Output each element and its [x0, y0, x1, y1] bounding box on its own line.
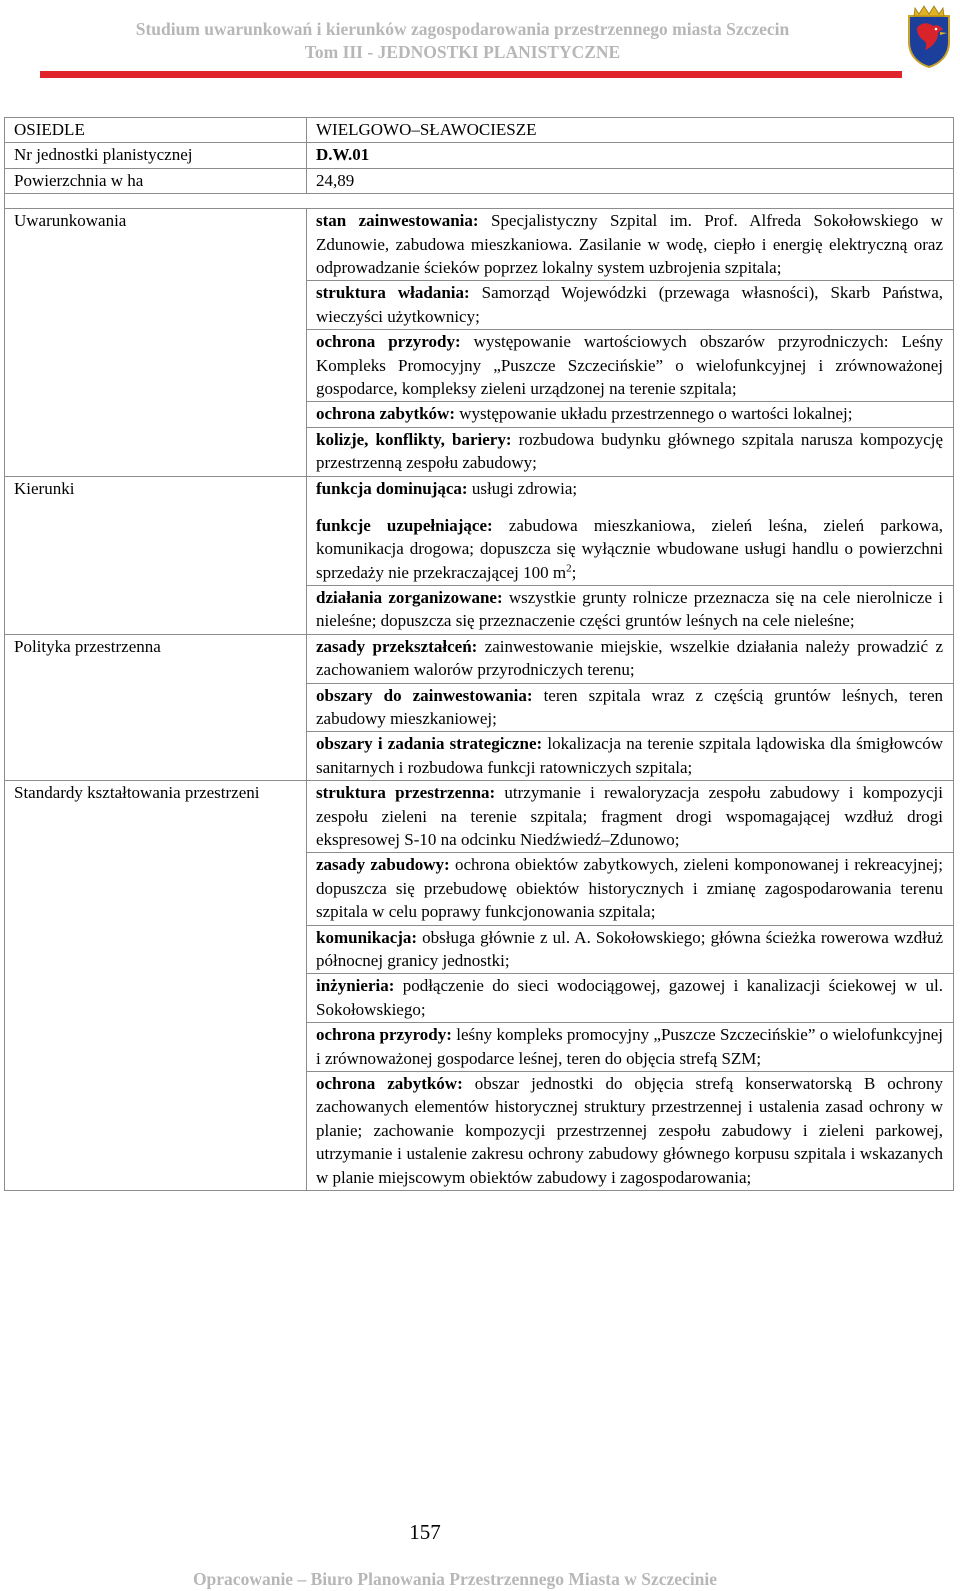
header-accent-bar: [40, 71, 902, 78]
document-header: [0, 0, 960, 82]
standardy-item: struktura przestrzenna: utrzymanie i rewaloryzacja zespołu zabudowy i kompozycji zespołu zieleni na terenie szpitala; fragment drogi wspomagającej wzdłuż drogi ekspresowej S-10 na odcinku Niedźwiedź–Zdunowo;: [307, 781, 954, 853]
label-polityka: Polityka przestrzenna: [5, 634, 307, 683]
label-kierunki: Kierunki: [5, 476, 307, 514]
table-row: [5, 118, 954, 143]
header-subtitle: Tom III - JEDNOSTKI PLANISTYCZNE: [304, 42, 621, 62]
kierunki-item: funkcje uzupełniające: zabudowa mieszkaniowa, zieleń leśna, zieleń parkowa, komunikacja drogowa; dopuszcza się wyłącznie wbudowane usługi handlu o powierzchni sprzedaży nie przekraczającej 100 $m^2$;: [307, 514, 954, 586]
uwarunkowania-item: struktura władania: Samorząd Wojewódzki (przewaga własności), Skarb Państwa, wieczyści użytkownicy;: [307, 281, 954, 330]
spacer-row: [5, 194, 954, 209]
uwarunkowania-item: ochrona zabytków: występowanie układu przestrzennego o wartości lokalnej;: [307, 402, 954, 427]
table-row: [5, 168, 954, 193]
table-row: [5, 514, 954, 586]
table-row: [5, 853, 954, 925]
standardy-item: ochrona przyrody: leśny kompleks promocyjny „Puszcze Szczecińskie” o wielofunkcyjnej i zrównoważonej gospodarce leśnej, teren do objęcia strefą SZM;: [307, 1023, 954, 1072]
table-row: [5, 281, 954, 330]
table-row: [5, 427, 954, 476]
label-osiedle: OSIEDLE: [5, 118, 307, 143]
table-row: [5, 634, 954, 683]
value-unit-number: D.W.01: [307, 143, 954, 168]
header-title: Studium uwarunkowań i kierunków zagospodarowania przestrzennego miasta Szczecin: [135, 19, 790, 39]
standardy-item: ochrona zabytków: obszar jednostki do objęcia strefą konserwatorską B ochrony zachowanych elementów historycznej struktury przestrzennej i ustalenia zasad ochrony w planie; zachowanie kompozycji przestrzennej zespołu zabudowy i zieleni parkowej, utrzymanie i ustalenie zakresu ochrony zabudowy głównego korpusu szpitala i wskazanych w planie miejscowym obiektów zabudowy i zagospodarowania;: [307, 1072, 954, 1191]
kierunki-item: działania zorganizowane: wszystkie grunty rolnicze przeznacza się na cele nierolnicze i nieleśne; dopuszcza się przeznaczenie części gruntów leśnych na cele nieleśne;: [307, 585, 954, 634]
label-standardy: Standardy kształtowania przestrzeni: [5, 781, 307, 853]
table-row: [5, 402, 954, 427]
table-row: [5, 330, 954, 402]
page-number: 157: [409, 1520, 441, 1544]
value-osiedle: WIELGOWO–SŁAWOCIESZE: [307, 118, 954, 143]
table-row: [5, 209, 954, 281]
table-row: [5, 1072, 954, 1191]
table-row: [5, 732, 954, 781]
uwarunkowania-item: kolizje, konflikty, bariery: rozbudowa budynku głównego szpitala narusza kompozycję przestrzenną zespołu zabudowy;: [307, 427, 954, 476]
szczecin-coat-of-arms-icon: [903, 2, 955, 68]
table-row: [5, 143, 954, 168]
value-area: 24,89: [307, 168, 954, 193]
table-row: [5, 974, 954, 1023]
table-row: [5, 1023, 954, 1072]
uwarunkowania-item: stan zainwestowania: Specjalistyczny Szpital im. Prof. Alfreda Sokołowskiego w Zdunowie, zabudowa mieszkaniowa. Zasilanie w wodę, ciepło i energię elektryczną oraz odprowadzanie ścieków poprzez lokalny system uzbrojenia szpitala;: [307, 209, 954, 281]
label-area: Powierzchnia w ha: [5, 168, 307, 193]
uwarunkowania-item: ochrona przyrody: występowanie wartościowych obszarów przyrodniczych: Leśny Kompleks Promocyjny „Puszcze Szczecińskie” o wielofunkcyjnej i zrównoważonej gospodarce, kompleksy zieleni urządzonej na terenie szpitala;: [307, 330, 954, 402]
standardy-item: komunikacja: obsługa głównie z ul. A. Sokołowskiego; główna ścieżka rowerowa wzdłuż północnej granicy jednostki;: [307, 925, 954, 974]
label-uwarunkowania: Uwarunkowania: [5, 209, 307, 281]
kierunki-item: funkcja dominująca: usługi zdrowia;: [307, 476, 954, 514]
table-row: [5, 476, 954, 514]
table-row: [5, 683, 954, 732]
polityka-item: obszary i zadania strategiczne: lokalizacja na terenie szpitala lądowiska dla śmigłowców sanitarnych i rozbudowa funkcji ratowniczych szpitala;: [307, 732, 954, 781]
table-row: [5, 925, 954, 974]
table-row: [5, 585, 954, 634]
label-unit-number: Nr jednostki planistycznej: [5, 143, 307, 168]
document-footer: Opracowanie – Biuro Planowania Przestrzennego Miasta w Szczecinie: [192, 1569, 718, 1589]
planning-unit-table: [4, 117, 954, 1191]
standardy-item: zasady zabudowy: ochrona obiektów zabytkowych, zieleni komponowanej i rekreacyjnej; dopuszcza się przebudowę obiektów historycznych i zmianę zagospodarowania terenu szpitala w celu poprawy funkcjonowania szpitala;: [307, 853, 954, 925]
polityka-item: zasady przekształceń: zainwestowanie miejskie, wszelkie działania należy prowadzić z zachowaniem walorów przyrodniczych terenu;: [307, 634, 954, 683]
polityka-item: obszary do zainwestowania: teren szpitala wraz z częścią gruntów leśnych, teren zabudowy mieszkaniowej;: [307, 683, 954, 732]
table-row: [5, 781, 954, 853]
standardy-item: inżynieria: podłączenie do sieci wodociągowej, gazowej i kanalizacji ściekowej w ul. Sokołowskiego;: [307, 974, 954, 1023]
